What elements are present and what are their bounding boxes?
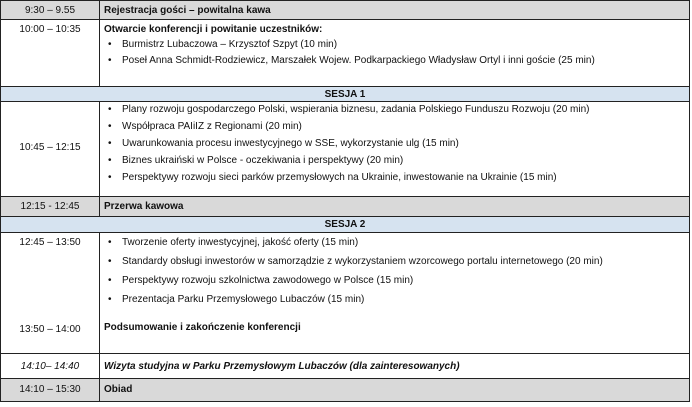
list-item: • Burmistrz Lubaczowa – Krzysztof Szpyt (10 min)	[106, 39, 595, 55]
row-time: 14:10 – 15:30	[19, 384, 81, 395]
row-title: Obiad	[104, 384, 133, 395]
agenda-row-lunch	[0, 378, 690, 402]
list-item: • Biznes ukraiński w Polsce - oczekiwania i perspektywy (20 min)	[106, 155, 589, 172]
row-title: Otwarcie konferencji i powitanie uczestników:	[104, 24, 323, 35]
agenda-row-coffee-break	[0, 196, 690, 217]
row-title: Rejestracja gości – powitalna kawa	[104, 5, 271, 16]
session-header	[0, 216, 690, 233]
list-item: • Standardy obsługi inwestorów w samorządzie z wykorzystaniem wzorcowego portalu internetowego (20 min)	[106, 256, 603, 275]
agenda-row-opening	[0, 19, 690, 87]
row-time: 12:45 – 13:50	[19, 237, 81, 248]
agenda-row-study-visit	[0, 353, 690, 379]
list-item: • Współpraca PAIiIZ z Regionami (20 min)	[106, 121, 589, 138]
row-time: 13:50 – 14:00	[19, 324, 81, 335]
list-item: • Perspektywy rozwoju sieci parków przemysłowych na Ukrainie, inwestowanie na Ukrainie (15 min)	[106, 172, 589, 189]
session-label: SESJA 2	[324, 219, 366, 230]
row-time: 9:30 – 9.55	[24, 5, 76, 16]
row-time: 10:00 – 10:35	[19, 24, 81, 35]
row-title: Przerwa kawowa	[104, 201, 184, 212]
list-item: • Plany rozwoju gospodarczego Polski, wspierania biznesu, zadania Polskiego Funduszu Rozwoju (20 min)	[106, 104, 589, 121]
session-header	[0, 86, 690, 102]
list-item: • Prezentacja Parku Przemysłowego Lubaczów (15 min)	[106, 294, 603, 313]
session-label: SESJA 1	[324, 89, 366, 100]
agenda-row-registration	[0, 0, 690, 20]
list-item: • Uwarunkowania procesu inwestycyjnego w SSE, wykorzystanie ulg (15 min)	[106, 138, 589, 155]
list-item: • Perspektywy rozwoju szkolnictwa zawodowego w Polsce (15 min)	[106, 275, 603, 294]
list-item: • Tworzenie oferty inwestycyjnej, jakość oferty (15 min)	[106, 237, 603, 256]
row-title: Podsumowanie i zakończenie konferencji	[104, 322, 301, 333]
row-time: 14:10– 14:40	[20, 361, 80, 372]
agenda-row-session1	[0, 101, 690, 197]
row-time: 12:15 - 12:45	[20, 201, 80, 212]
row-time: 10:45 – 12:15	[19, 142, 81, 153]
agenda-row-session2	[0, 232, 690, 354]
row-title: Wizyta studyjna w Parku Przemysłowym Lubaczów (dla zainteresowanych)	[104, 361, 460, 372]
list-item: • Poseł Anna Schmidt-Rodziewicz, Marszałek Wojew. Podkarpackiego Władysław Ortyl i inni goście (25 min)	[106, 55, 595, 71]
